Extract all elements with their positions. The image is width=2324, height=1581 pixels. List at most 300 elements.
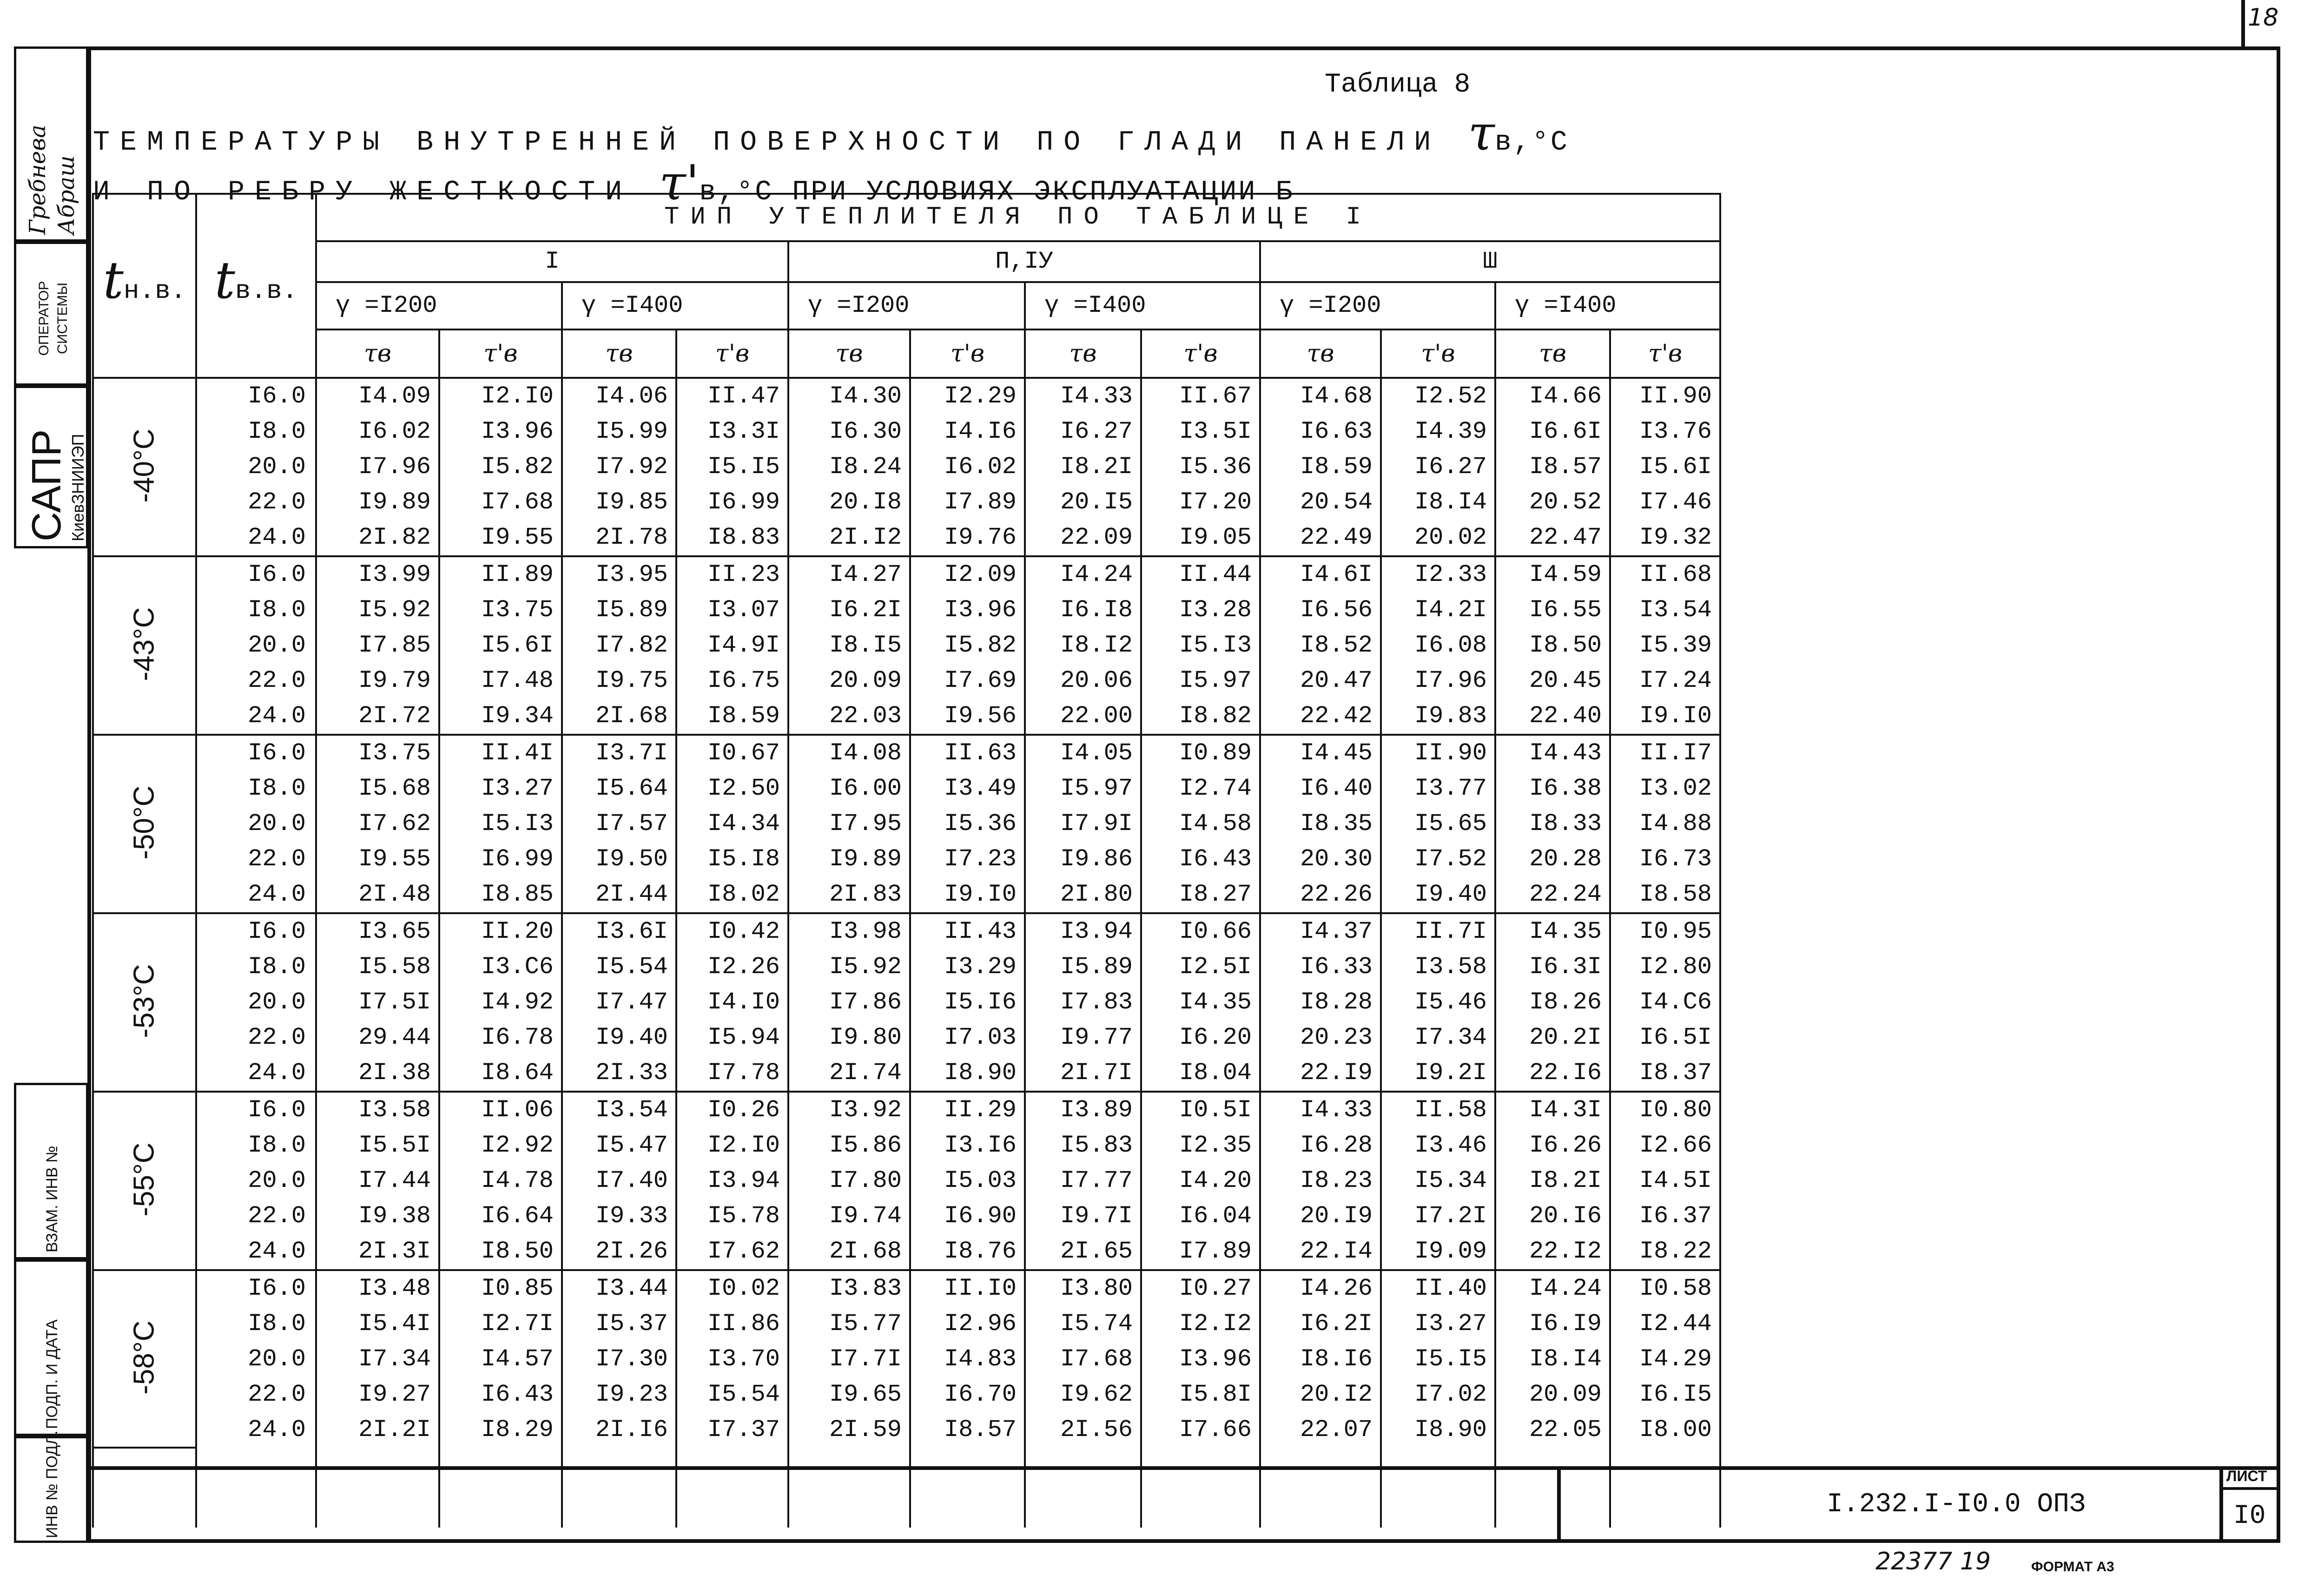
table-row: [93, 771, 1720, 806]
value-cell: 22.40: [1495, 698, 1610, 735]
value-cell: 20.09: [1495, 1377, 1610, 1412]
insulation-type-header: ТИП УТЕПЛИТЕЛЯ ПО ТАБЛИЦЕ I: [316, 194, 1720, 241]
value-cell: I6.26: [1495, 1128, 1610, 1163]
value-cell: I8.85: [439, 877, 562, 913]
tau-column-header: τ'в: [439, 329, 562, 378]
value-cell: I6.40: [1260, 771, 1381, 806]
value-cell: I7.83: [1025, 985, 1141, 1020]
value-cell: 22.I4: [1260, 1234, 1381, 1270]
value-cell: 2I.56: [1025, 1412, 1141, 1448]
value-cell: I6.38: [1495, 771, 1610, 806]
value-cell: I3.95: [562, 556, 676, 593]
value-cell: I8.33: [1495, 806, 1610, 842]
value-cell: 2I.78: [562, 520, 676, 556]
podp-label: ПОДП. И ДАТА: [43, 1319, 61, 1429]
value-cell: 2I.2I: [316, 1412, 439, 1448]
density-header: γ =I200: [1260, 282, 1495, 329]
value-cell: I5.I6: [910, 985, 1025, 1020]
value-cell: II.20: [439, 913, 562, 949]
value-cell: I8.50: [1495, 628, 1610, 663]
blank-cell: [788, 1448, 910, 1528]
value-cell: I8.2I: [1495, 1163, 1610, 1199]
value-cell: I6.I5: [1610, 1377, 1720, 1412]
value-cell: II.43: [910, 913, 1025, 949]
tv-symbol: tв.в.: [214, 250, 298, 310]
indoor-temp-cell: 24.0: [196, 877, 316, 913]
page-number: 18: [2248, 4, 2279, 32]
value-cell: I0.58: [1610, 1270, 1720, 1306]
tau-column-header: τ'в: [676, 329, 788, 378]
value-cell: I8.I5: [788, 628, 910, 663]
table-row: [93, 449, 1720, 485]
indoor-temp-cell: 20.0: [196, 985, 316, 1020]
group-header: П,IУ: [788, 241, 1260, 282]
value-cell: I5.8I: [1141, 1377, 1260, 1412]
value-cell: I3.77: [1381, 771, 1495, 806]
tau-column-header: τв: [1025, 329, 1141, 378]
value-cell: I2.7I: [439, 1306, 562, 1342]
value-cell: I4.35: [1141, 985, 1260, 1020]
indoor-temp-cell: I6.0: [196, 556, 316, 593]
value-cell: I9.79: [316, 663, 439, 698]
value-cell: I6.2I: [1260, 1306, 1381, 1342]
value-cell: I4.39: [1381, 414, 1495, 449]
value-cell: I6.I8: [1025, 593, 1141, 628]
value-cell: I6.02: [910, 449, 1025, 485]
value-cell: I3.5I: [1141, 414, 1260, 449]
table-row: [93, 520, 1720, 556]
indoor-temp-cell: I8.0: [196, 593, 316, 628]
value-cell: I3.65: [316, 913, 439, 949]
value-cell: I8.00: [1610, 1412, 1720, 1448]
value-cell: I7.47: [562, 985, 676, 1020]
indoor-temp-cell: I6.0: [196, 1270, 316, 1306]
value-cell: I7.02: [1381, 1377, 1495, 1412]
value-cell: I7.89: [1141, 1234, 1260, 1270]
value-cell: I7.96: [316, 449, 439, 485]
value-cell: I2.52: [1381, 378, 1495, 414]
value-cell: I7.20: [1141, 485, 1260, 520]
value-cell: 22.05: [1495, 1412, 1610, 1448]
sapr-label: САПР: [23, 429, 69, 541]
table-blank-row: [93, 1448, 1720, 1528]
value-cell: II.86: [676, 1306, 788, 1342]
value-cell: I0.27: [1141, 1270, 1260, 1306]
value-cell: I5.36: [1141, 449, 1260, 485]
value-cell: I8.58: [1610, 877, 1720, 913]
density-header: γ =I400: [562, 282, 788, 329]
indoor-temp-cell: 20.0: [196, 628, 316, 663]
value-cell: I9.38: [316, 1199, 439, 1234]
value-cell: I8.59: [676, 698, 788, 735]
signature-2: Абраш: [53, 155, 79, 235]
value-cell: I5.47: [562, 1128, 676, 1163]
value-cell: I5.97: [1141, 663, 1260, 698]
value-cell: I7.77: [1025, 1163, 1141, 1199]
podp-stamp: [14, 1259, 88, 1436]
outdoor-temp-group: [93, 735, 196, 913]
value-cell: I4.58: [1141, 806, 1260, 842]
value-cell: I9.85: [562, 485, 676, 520]
title-line-2-text: И ПО РЕБРУ ЖЕСТКОСТИ: [93, 177, 633, 208]
value-cell: I2.29: [910, 378, 1025, 414]
indoor-temp-cell: 20.0: [196, 806, 316, 842]
tau-symbol: τ: [1468, 105, 1495, 161]
value-cell: I2.50: [676, 771, 788, 806]
value-cell: I6.75: [676, 663, 788, 698]
value-cell: I6.99: [439, 842, 562, 877]
value-cell: 22.I9: [1260, 1055, 1381, 1092]
value-cell: I6.56: [1260, 593, 1381, 628]
value-cell: I8.04: [1141, 1055, 1260, 1092]
table-row: [93, 556, 1720, 593]
value-cell: I7.66: [1141, 1412, 1260, 1448]
value-cell: I7.80: [788, 1163, 910, 1199]
value-cell: I3.02: [1610, 771, 1720, 806]
value-cell: I9.89: [316, 485, 439, 520]
value-cell: I8.I4: [1381, 485, 1495, 520]
value-cell: I8.64: [439, 1055, 562, 1092]
value-cell: I9.50: [562, 842, 676, 877]
value-cell: I9.I0: [910, 877, 1025, 913]
value-cell: 2I.I2: [788, 520, 910, 556]
value-cell: I4.37: [1260, 913, 1381, 949]
outdoor-temp-label: -50°C: [128, 785, 160, 860]
value-cell: 20.30: [1260, 842, 1381, 877]
value-cell: I9.33: [562, 1199, 676, 1234]
value-cell: I4.29: [1610, 1342, 1720, 1377]
sheet-number: I0: [2233, 1501, 2266, 1531]
value-cell: I5.03: [910, 1163, 1025, 1199]
value-cell: I7.23: [910, 842, 1025, 877]
outdoor-temp-label: -58°C: [128, 1320, 160, 1395]
col-header-tv: [196, 194, 316, 378]
table-row: [93, 1342, 1720, 1377]
value-cell: I9.77: [1025, 1020, 1141, 1055]
value-cell: II.63: [910, 735, 1025, 771]
value-cell: I0.67: [676, 735, 788, 771]
value-cell: I3.98: [788, 913, 910, 949]
value-cell: I9.55: [439, 520, 562, 556]
value-cell: I6.27: [1381, 449, 1495, 485]
sheet-label: ЛИСТ: [2226, 1468, 2267, 1484]
table-row: [93, 593, 1720, 628]
value-cell: I3.28: [1141, 593, 1260, 628]
value-cell: I9.86: [1025, 842, 1141, 877]
page-number-divider: [2241, 0, 2245, 50]
value-cell: I4.05: [1025, 735, 1141, 771]
value-cell: I9.2I: [1381, 1055, 1495, 1092]
value-cell: I7.52: [1381, 842, 1495, 877]
value-cell: I6.30: [788, 414, 910, 449]
value-cell: II.90: [1610, 378, 1720, 414]
value-cell: I4.88: [1610, 806, 1720, 842]
value-cell: I2.I0: [439, 378, 562, 414]
table-row: [93, 1092, 1720, 1128]
value-cell: 2I.44: [562, 877, 676, 913]
table-row: [93, 414, 1720, 449]
value-cell: I3.89: [1025, 1092, 1141, 1128]
value-cell: 2I.59: [788, 1412, 910, 1448]
indoor-temp-cell: I6.0: [196, 378, 316, 414]
value-cell: I4.92: [439, 985, 562, 1020]
value-cell: I7.68: [1025, 1342, 1141, 1377]
org-label: КиевЗНИИЭП: [68, 434, 87, 541]
value-cell: I4.68: [1260, 378, 1381, 414]
value-cell: 2I.65: [1025, 1234, 1141, 1270]
value-cell: I5.54: [676, 1377, 788, 1412]
value-cell: I8.28: [1260, 985, 1381, 1020]
table-label: Таблица 8: [1325, 70, 1471, 100]
value-cell: I5.92: [788, 949, 910, 985]
blank-cell: [676, 1448, 788, 1528]
value-cell: I6.00: [788, 771, 910, 806]
inv-stamp: [14, 1430, 88, 1543]
indoor-temp-cell: 24.0: [196, 1055, 316, 1092]
density-header: γ =I400: [1495, 282, 1720, 329]
value-cell: I8.I6: [1260, 1342, 1381, 1377]
value-cell: I7.9I: [1025, 806, 1141, 842]
value-cell: I3.99: [316, 556, 439, 593]
value-cell: I5.58: [316, 949, 439, 985]
table-row: [93, 663, 1720, 698]
value-cell: I5.92: [316, 593, 439, 628]
value-cell: II.90: [1381, 735, 1495, 771]
value-cell: II.23: [676, 556, 788, 593]
value-cell: I4.9I: [676, 628, 788, 663]
indoor-temp-cell: I8.0: [196, 414, 316, 449]
value-cell: II.I0: [910, 1270, 1025, 1306]
title-line-1-text: ТЕМПЕРАТУРЫ ВНУТРЕННЕЙ ПОВЕРХНОСТИ ПО ГЛАДИ ПАНЕЛИ: [93, 127, 1441, 158]
value-cell: I5.77: [788, 1306, 910, 1342]
value-cell: I8.37: [1610, 1055, 1720, 1092]
value-cell: I5.86: [788, 1128, 910, 1163]
value-cell: 2I.I6: [562, 1412, 676, 1448]
group-header: I: [316, 241, 788, 282]
value-cell: I3.44: [562, 1270, 676, 1306]
value-cell: I4.35: [1495, 913, 1610, 949]
title-line-2-unit: в,°С ПРИ УСЛОВИЯХ ЭКСПЛУАТАЦИИ Б: [699, 177, 1294, 208]
value-cell: I5.I3: [439, 806, 562, 842]
value-cell: I3.C6: [439, 949, 562, 985]
value-cell: I4.33: [1025, 378, 1141, 414]
value-cell: I9.05: [1141, 520, 1260, 556]
value-cell: 22.00: [1025, 698, 1141, 735]
value-cell: I4.2I: [1381, 593, 1495, 628]
value-cell: I2.09: [910, 556, 1025, 593]
value-cell: I3.27: [439, 771, 562, 806]
value-cell: I8.29: [439, 1412, 562, 1448]
value-cell: I6.20: [1141, 1020, 1260, 1055]
table-row: [93, 378, 1720, 414]
value-cell: I9.83: [1381, 698, 1495, 735]
value-cell: 2I.26: [562, 1234, 676, 1270]
value-cell: I7.34: [316, 1342, 439, 1377]
value-cell: I8.22: [1610, 1234, 1720, 1270]
value-cell: I9.80: [788, 1020, 910, 1055]
value-cell: I4.09: [316, 378, 439, 414]
value-cell: I2.5I: [1141, 949, 1260, 985]
value-cell: I0.95: [1610, 913, 1720, 949]
indoor-temp-cell: I6.0: [196, 735, 316, 771]
value-cell: I3.83: [788, 1270, 910, 1306]
value-cell: II.58: [1381, 1092, 1495, 1128]
value-cell: I7.37: [676, 1412, 788, 1448]
value-cell: 2I.68: [788, 1234, 910, 1270]
value-cell: 22.42: [1260, 698, 1381, 735]
value-cell: I7.69: [910, 663, 1025, 698]
tau-column-header: τв: [1495, 329, 1610, 378]
value-cell: I5.I8: [676, 842, 788, 877]
value-cell: I3.3I: [676, 414, 788, 449]
value-cell: I6.43: [439, 1377, 562, 1412]
value-cell: I6.99: [676, 485, 788, 520]
value-cell: II.67: [1141, 378, 1260, 414]
value-cell: 2I.3I: [316, 1234, 439, 1270]
value-cell: I3.96: [1141, 1342, 1260, 1377]
value-cell: I2.I0: [676, 1128, 788, 1163]
value-cell: I4.45: [1260, 735, 1381, 771]
table-row: [93, 913, 1720, 949]
indoor-temp-cell: I8.0: [196, 949, 316, 985]
outdoor-temp-group: [93, 1270, 196, 1448]
value-cell: I3.49: [910, 771, 1025, 806]
value-cell: I9.23: [562, 1377, 676, 1412]
table-row: [93, 1128, 1720, 1163]
value-cell: I3.7I: [562, 735, 676, 771]
value-cell: I8.83: [676, 520, 788, 556]
value-cell: I5.82: [439, 449, 562, 485]
value-cell: I7.40: [562, 1163, 676, 1199]
value-cell: I4.24: [1495, 1270, 1610, 1306]
value-cell: I4.24: [1025, 556, 1141, 593]
value-cell: I4.3I: [1495, 1092, 1610, 1128]
value-cell: I8.02: [676, 877, 788, 913]
value-cell: I3.48: [316, 1270, 439, 1306]
value-cell: I8.I2: [1025, 628, 1141, 663]
value-cell: I6.70: [910, 1377, 1025, 1412]
value-cell: I9.32: [1610, 520, 1720, 556]
value-cell: 2I.48: [316, 877, 439, 913]
value-cell: I2.80: [1610, 949, 1720, 985]
indoor-temp-cell: 20.0: [196, 1163, 316, 1199]
signature-stamp: [14, 46, 88, 242]
outdoor-temp-label: -53°C: [128, 963, 160, 1038]
value-cell: I6.08: [1381, 628, 1495, 663]
indoor-temp-cell: I6.0: [196, 1092, 316, 1128]
value-cell: I5.I5: [676, 449, 788, 485]
table-row: [93, 628, 1720, 663]
table-row: [93, 806, 1720, 842]
table-row: [93, 1055, 1720, 1092]
outdoor-temp-label: -40°C: [128, 428, 160, 503]
document-code: I.232.I-I0.0 ОПЗ: [1827, 1489, 2086, 1520]
value-cell: 22.47: [1495, 520, 1610, 556]
blank-cell: [93, 1448, 196, 1528]
value-cell: I8.90: [910, 1055, 1025, 1092]
inventory-number: 22377 19: [1875, 1548, 1991, 1575]
value-cell: I5.82: [910, 628, 1025, 663]
table-row: [93, 1020, 1720, 1055]
value-cell: 20.I6: [1495, 1199, 1610, 1234]
value-cell: 20.02: [1381, 520, 1495, 556]
value-cell: I0.85: [439, 1270, 562, 1306]
value-cell: I0.42: [676, 913, 788, 949]
value-cell: I6.3I: [1495, 949, 1610, 985]
signature-1: Гребнева: [25, 125, 51, 235]
table-row: [93, 985, 1720, 1020]
value-cell: I4.20: [1141, 1163, 1260, 1199]
value-cell: II.7I: [1381, 913, 1495, 949]
value-cell: I2.33: [1381, 556, 1495, 593]
value-cell: I7.95: [788, 806, 910, 842]
tau-column-header: τв: [788, 329, 910, 378]
table-row: [93, 485, 1720, 520]
title-line-1: [93, 105, 1569, 161]
value-cell: I5.89: [1025, 949, 1141, 985]
value-cell: 2I.80: [1025, 877, 1141, 913]
value-cell: 2I.82: [316, 520, 439, 556]
indoor-temp-cell: I8.0: [196, 1128, 316, 1163]
value-cell: I3.70: [676, 1342, 788, 1377]
value-cell: I6.64: [439, 1199, 562, 1234]
indoor-temp-cell: 22.0: [196, 485, 316, 520]
value-cell: I7.2I: [1381, 1199, 1495, 1234]
value-cell: I5.36: [910, 806, 1025, 842]
value-cell: 22.26: [1260, 877, 1381, 913]
blank-cell: [196, 1448, 316, 1528]
value-cell: I5.6I: [439, 628, 562, 663]
value-cell: I3.07: [676, 593, 788, 628]
value-cell: I2.96: [910, 1306, 1025, 1342]
value-cell: I4.43: [1495, 735, 1610, 771]
table-row: [93, 949, 1720, 985]
value-cell: I6.90: [910, 1199, 1025, 1234]
value-cell: I6.73: [1610, 842, 1720, 877]
value-cell: I6.33: [1260, 949, 1381, 985]
tau-column-header: τ'в: [1610, 329, 1720, 378]
density-header: γ =I400: [1025, 282, 1260, 329]
value-cell: I2.44: [1610, 1306, 1720, 1342]
density-header: γ =I200: [788, 282, 1025, 329]
value-cell: I7.46: [1610, 485, 1720, 520]
value-cell: I3.54: [562, 1092, 676, 1128]
indoor-temp-cell: 24.0: [196, 1234, 316, 1270]
value-cell: 20.09: [788, 663, 910, 698]
value-cell: II.47: [676, 378, 788, 414]
value-cell: I6.55: [1495, 593, 1610, 628]
value-cell: II.68: [1610, 556, 1720, 593]
value-cell: I8.57: [910, 1412, 1025, 1448]
value-cell: I7.48: [439, 663, 562, 698]
value-cell: I3.46: [1381, 1128, 1495, 1163]
value-cell: I4.59: [1495, 556, 1610, 593]
value-cell: I9.55: [316, 842, 439, 877]
value-cell: I9.40: [562, 1020, 676, 1055]
value-cell: I9.65: [788, 1377, 910, 1412]
value-cell: I5.65: [1381, 806, 1495, 842]
value-cell: I3.75: [316, 735, 439, 771]
value-cell: I6.78: [439, 1020, 562, 1055]
value-cell: I7.85: [316, 628, 439, 663]
outdoor-temp-group: [93, 378, 196, 556]
value-cell: I3.29: [910, 949, 1025, 985]
table-row: [93, 1234, 1720, 1270]
outdoor-temp-group: [93, 1092, 196, 1270]
value-cell: II.44: [1141, 556, 1260, 593]
value-cell: 29.44: [316, 1020, 439, 1055]
indoor-temp-cell: I8.0: [196, 1306, 316, 1342]
